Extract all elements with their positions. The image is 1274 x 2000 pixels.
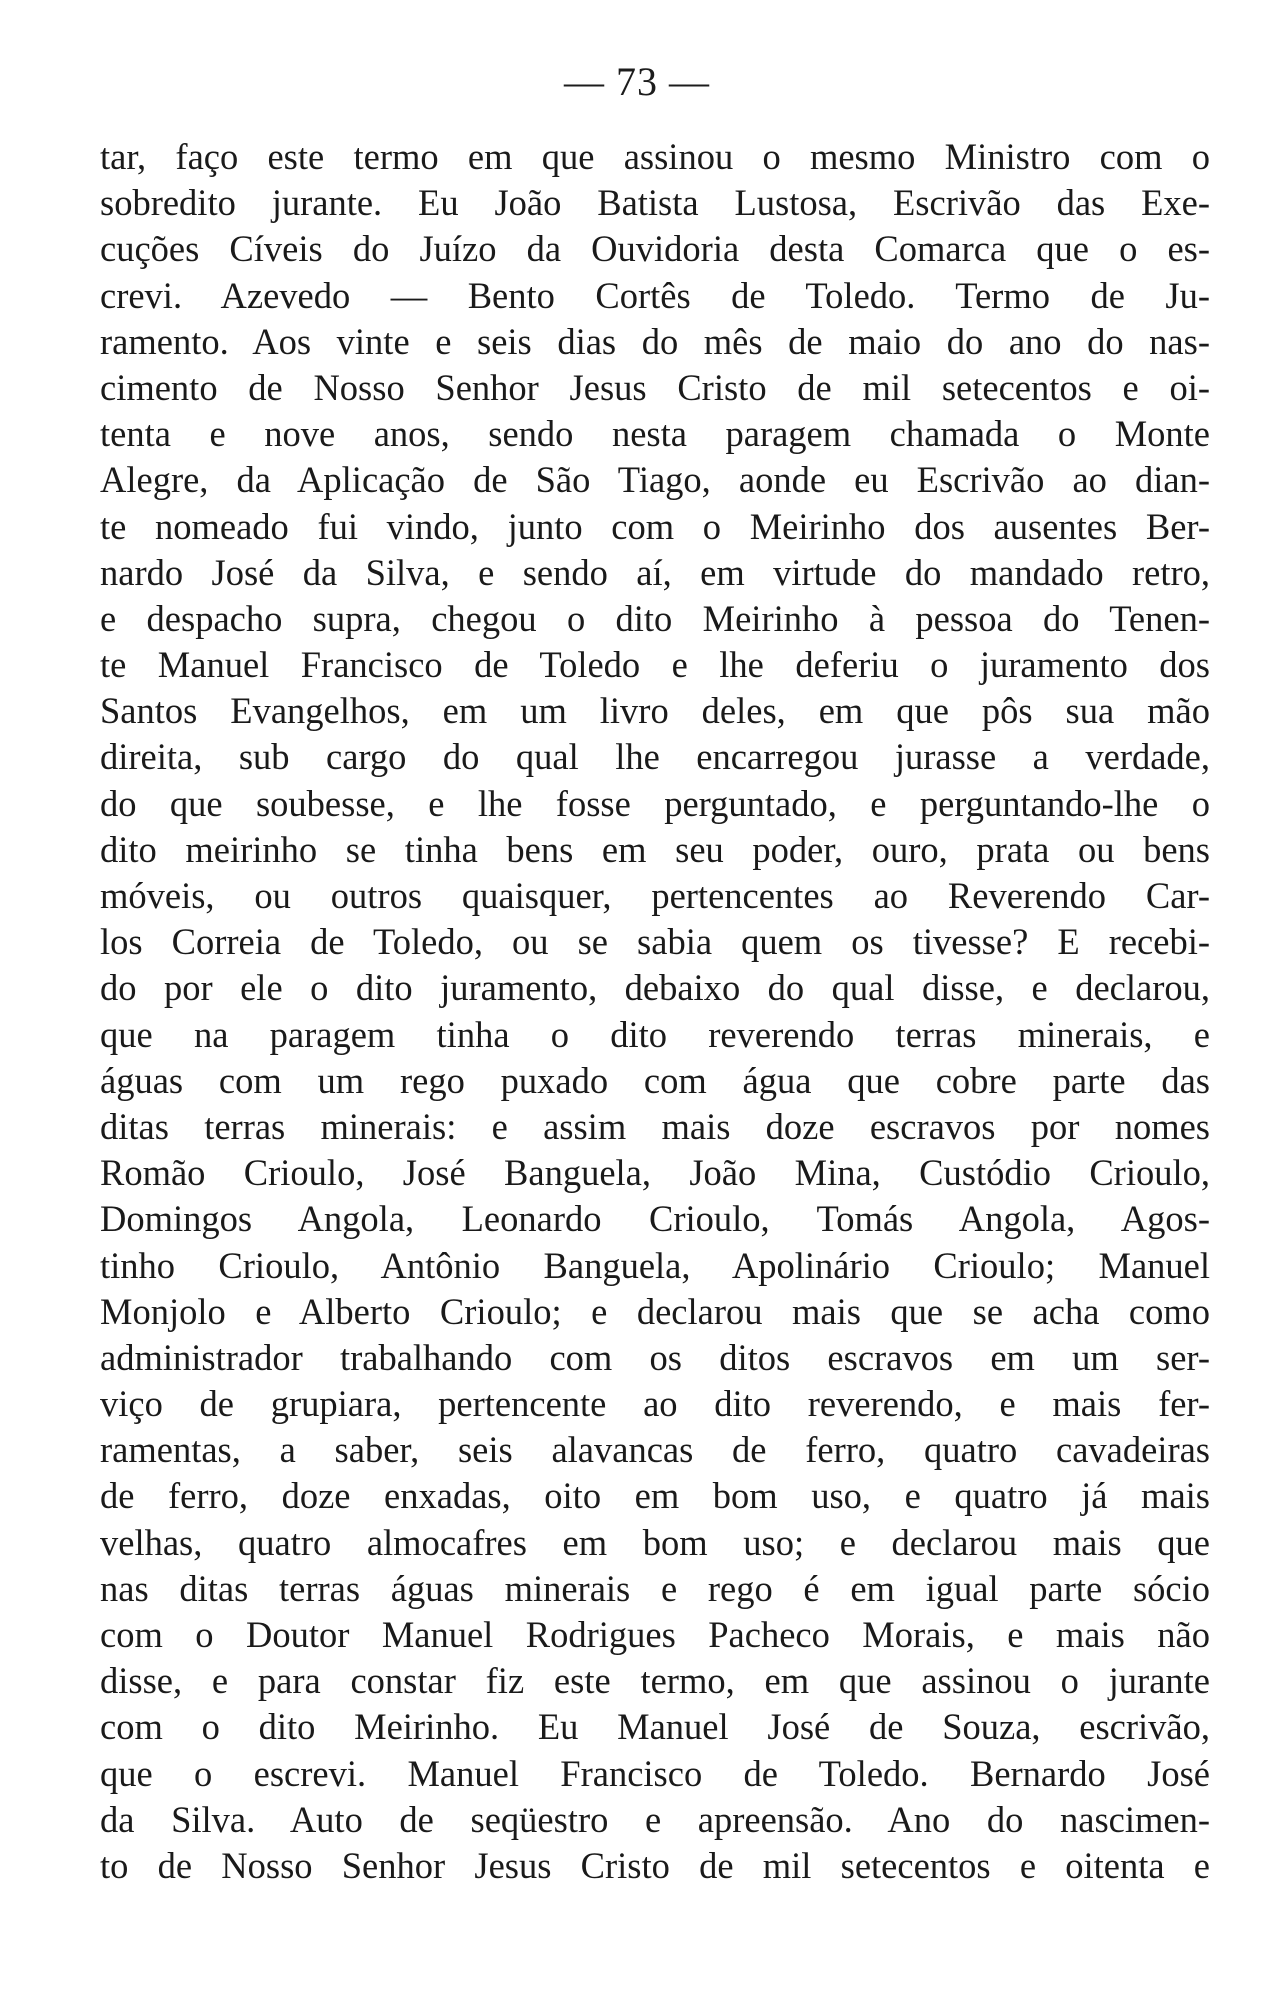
text-line: ramentas, a saber, seis alavancas de ferro, quatro cavadeiras (100, 1429, 1210, 1471)
text-line: que na paragem tinha o dito reverendo terras minerais, e (100, 1013, 1210, 1055)
text-line: dito meirinho se tinha bens em seu poder, ouro, prata ou bens (100, 828, 1210, 870)
text-line: administrador trabalhando com os ditos escravos em um ser- (100, 1336, 1210, 1378)
text-line: que o escrevi. Manuel Francisco de Toledo. Bernardo José (100, 1752, 1210, 1794)
text-line: cimento de Nosso Senhor Jesus Cristo de mil setecentos e oi- (100, 366, 1210, 408)
text-line: tar, faço este termo em que assinou o mesmo Ministro com o (100, 136, 1210, 177)
text-line: ditas terras minerais: e assim mais doze escravos por nomes (100, 1105, 1210, 1147)
text-line: nardo José da Silva, e sendo aí, em virtude do mandado retro, (100, 551, 1210, 593)
text-line: e despacho supra, chegou o dito Meirinho à pessoa do Tenen- (100, 597, 1210, 639)
text-line: tinho Crioulo, Antônio Banguela, Apolinário Crioulo; Manuel (100, 1244, 1210, 1286)
text-line: tenta e nove anos, sendo nesta paragem chamada o Monte (100, 413, 1210, 455)
body-text (100, 134, 1210, 1889)
page-number: — 73 — (564, 59, 710, 104)
text-line: velhas, quatro almocafres em bom uso; e declarou mais que (100, 1521, 1210, 1563)
text-line: cuções Cíveis do Juízo da Ouvidoria desta Comarca que o es- (100, 228, 1210, 270)
text-line: Santos Evangelhos, em um livro deles, em que pôs sua mão (100, 690, 1210, 732)
text-line: direita, sub cargo do qual lhe encarregou jurasse a verdade, (100, 736, 1210, 778)
text-line: crevi. Azevedo — Bento Cortês de Toledo. Termo de Ju- (100, 274, 1210, 316)
text-line: Romão Crioulo, José Banguela, João Mina, Custódio Crioulo, (100, 1152, 1210, 1194)
text-line: nas ditas terras águas minerais e rego é em igual parte sócio (100, 1567, 1210, 1609)
text-line: te Manuel Francisco de Toledo e lhe deferiu o juramento dos (100, 644, 1210, 686)
text-line: te nomeado fui vindo, junto com o Meirinho dos ausentes Ber- (100, 505, 1210, 547)
text-line: Alegre, da Aplicação de São Tiago, aonde eu Escrivão ao dian- (100, 459, 1210, 501)
text-line: com o dito Meirinho. Eu Manuel José de Souza, escrivão, (100, 1706, 1210, 1748)
text-line: disse, e para constar fiz este termo, em que assinou o jurante (100, 1660, 1210, 1702)
text-line: águas com um rego puxado com água que cobre parte das (100, 1059, 1210, 1101)
text-line: to de Nosso Senhor Jesus Cristo de mil setecentos e oitenta e (100, 1844, 1210, 1886)
text-line: los Correia de Toledo, ou se sabia quem os tivesse? E recebi- (100, 921, 1210, 963)
text-line: móveis, ou outros quaisquer, pertencentes ao Reverendo Car- (100, 875, 1210, 916)
text-line: do por ele o dito juramento, debaixo do qual disse, e declarou, (100, 967, 1210, 1009)
text-line: Monjolo e Alberto Crioulo; e declarou mais que se acha como (100, 1290, 1210, 1332)
text-line: ramento. Aos vinte e seis dias do mês de maio do ano do nas- (100, 320, 1210, 362)
text-line: com o Doutor Manuel Rodrigues Pacheco Morais, e mais não (100, 1614, 1210, 1655)
text-line: Domingos Angola, Leonardo Crioulo, Tomás Angola, Agos- (100, 1198, 1210, 1240)
text-line: do que soubesse, e lhe fosse perguntado, e perguntando-lhe o (100, 782, 1210, 824)
text-line: viço de grupiara, pertencente ao dito reverendo, e mais fer- (100, 1383, 1210, 1425)
text-line: da Silva. Auto de seqüestro e apreensão. Ano do nascimen- (100, 1798, 1210, 1840)
text-line: de ferro, doze enxadas, oito em bom uso, e quatro já mais (100, 1475, 1210, 1517)
text-line: sobredito jurante. Eu João Batista Lustosa, Escrivão das Exe- (100, 182, 1210, 224)
